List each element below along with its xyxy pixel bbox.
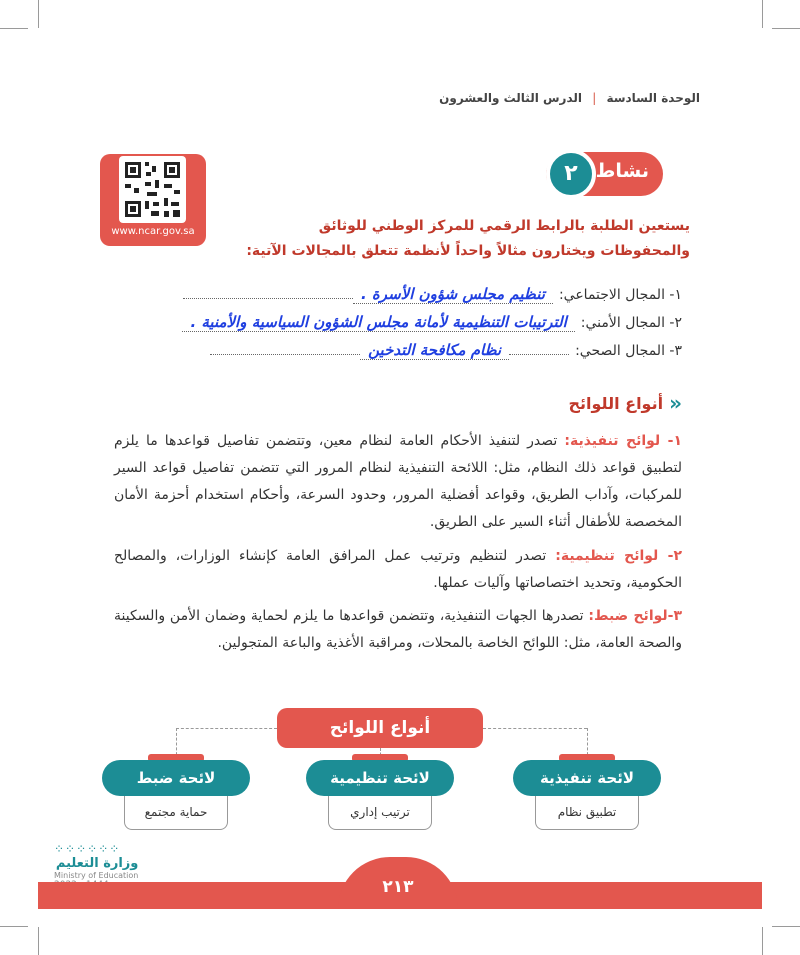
activity-number: ٢ <box>546 149 596 199</box>
field-label: ٢- المجال الأمني: <box>580 315 682 331</box>
running-header <box>439 91 700 105</box>
activity-badge <box>546 152 663 196</box>
diagram-connector <box>483 728 587 729</box>
card-title: لائحة تنظيمية <box>306 760 454 796</box>
card-desc: ترتيب إداري <box>328 796 432 830</box>
paragraph-text: تصدر لتنفيذ الأحكام العامة لنظام معين، وتتضمن تفاصيل قواعدها ما يلزم لتطبيق قواعد ذلك النظام، مثل: اللائحة التنفيذية لنظام المرور التي تتضمن تفاصيل قواعد السير للمركبات، وآداب الطريق، وقواعد أفضلية المرور، وحدود السرعة، وأحكام استخدام أحزمة الأمان المخصصة للأطفال أثناء السير على الطريق. <box>114 433 682 530</box>
activity-label: نشاط <box>595 160 649 182</box>
paragraph-organizational <box>114 543 682 597</box>
crop-mark <box>0 926 28 927</box>
field-answer: الترتيبات التنظيمية لأمانة مجلس الشؤون السياسية والأمنية . <box>182 313 574 332</box>
dotted-line <box>509 354 569 355</box>
paragraph-term: ٢- لوائح تنظيمية: <box>555 548 682 564</box>
paragraph-control <box>114 603 682 657</box>
field-label: ١- المجال الاجتماعي: <box>558 287 682 303</box>
crop-mark <box>772 926 800 927</box>
crop-mark <box>0 28 28 29</box>
section-title: أنواع اللوائح <box>568 393 664 413</box>
paragraph-term: ١- لوائح تنفيذية: <box>564 433 682 449</box>
field-label: ٣- المجال الصحي: <box>575 343 682 359</box>
activity-instructions: يستعين الطلبة بالرابط الرقمي للمركز الوطني للوثائق والمحفوظات ويختارون مثالاً واحداً لأنظمة تتعلق بالمجالات الآتية: <box>246 218 690 259</box>
crop-mark <box>762 927 763 955</box>
card-desc: تطبيق نظام <box>535 796 639 830</box>
header-separator: | <box>592 91 597 105</box>
section-heading <box>568 391 682 415</box>
ministry-name-en: Ministry of Education <box>54 871 139 880</box>
field-row-health <box>210 341 682 360</box>
card-title: لائحة تنفيذية <box>513 760 661 796</box>
field-row-security <box>182 313 682 332</box>
paragraph-text: تصدر لتنظيم وترتيب عمل المرافق العامة كإنشاء الوزارات، والمصالح الحكومية، وتحديد اختصاصاتها وآليات عملها. <box>114 548 682 591</box>
qr-code-icon <box>119 156 186 223</box>
header-unit: الوحدة السادسة <box>606 91 700 105</box>
ministry-name-ar: وزارة التعليم <box>55 856 139 871</box>
diagram-connector <box>176 728 277 729</box>
qr-code-box[interactable] <box>100 154 206 246</box>
page-number: ٢١٣ <box>338 857 458 909</box>
header-lesson: الدرس الثالث والعشرون <box>439 91 583 105</box>
qr-url[interactable]: www.ncar.gov.sa <box>111 226 195 237</box>
double-chevron-icon: « <box>669 391 682 415</box>
card-desc: حماية مجتمع <box>124 796 228 830</box>
crop-mark <box>38 0 39 28</box>
crop-mark <box>762 0 763 28</box>
crop-mark <box>772 28 800 29</box>
ministry-logo-icon: ⁘⁘⁘⁘⁘⁘ <box>54 842 121 856</box>
diagram-title: أنواع اللوائح <box>277 708 483 748</box>
field-row-social <box>183 285 682 304</box>
field-answer: تنظيم مجلس شؤون الأسرة . <box>353 285 553 304</box>
dotted-line <box>183 298 353 299</box>
paragraph-text: تصدرها الجهات التنفيذية، وتتضمن قواعدها ما يلزم لحماية وضمان الأمن والسكينة والصحة العامة، مثل: اللوائح الخاصة بالمحلات، ومراقبة الأغذية والباعة المتجولين. <box>114 608 682 651</box>
paragraph-term: ٣-لوائح ضبط: <box>588 608 683 624</box>
crop-mark <box>38 927 39 955</box>
dotted-line <box>210 354 360 355</box>
paragraph-executive <box>114 428 682 536</box>
field-answer: نظام مكافحة التدخين <box>360 341 509 360</box>
card-title: لائحة ضبط <box>102 760 250 796</box>
